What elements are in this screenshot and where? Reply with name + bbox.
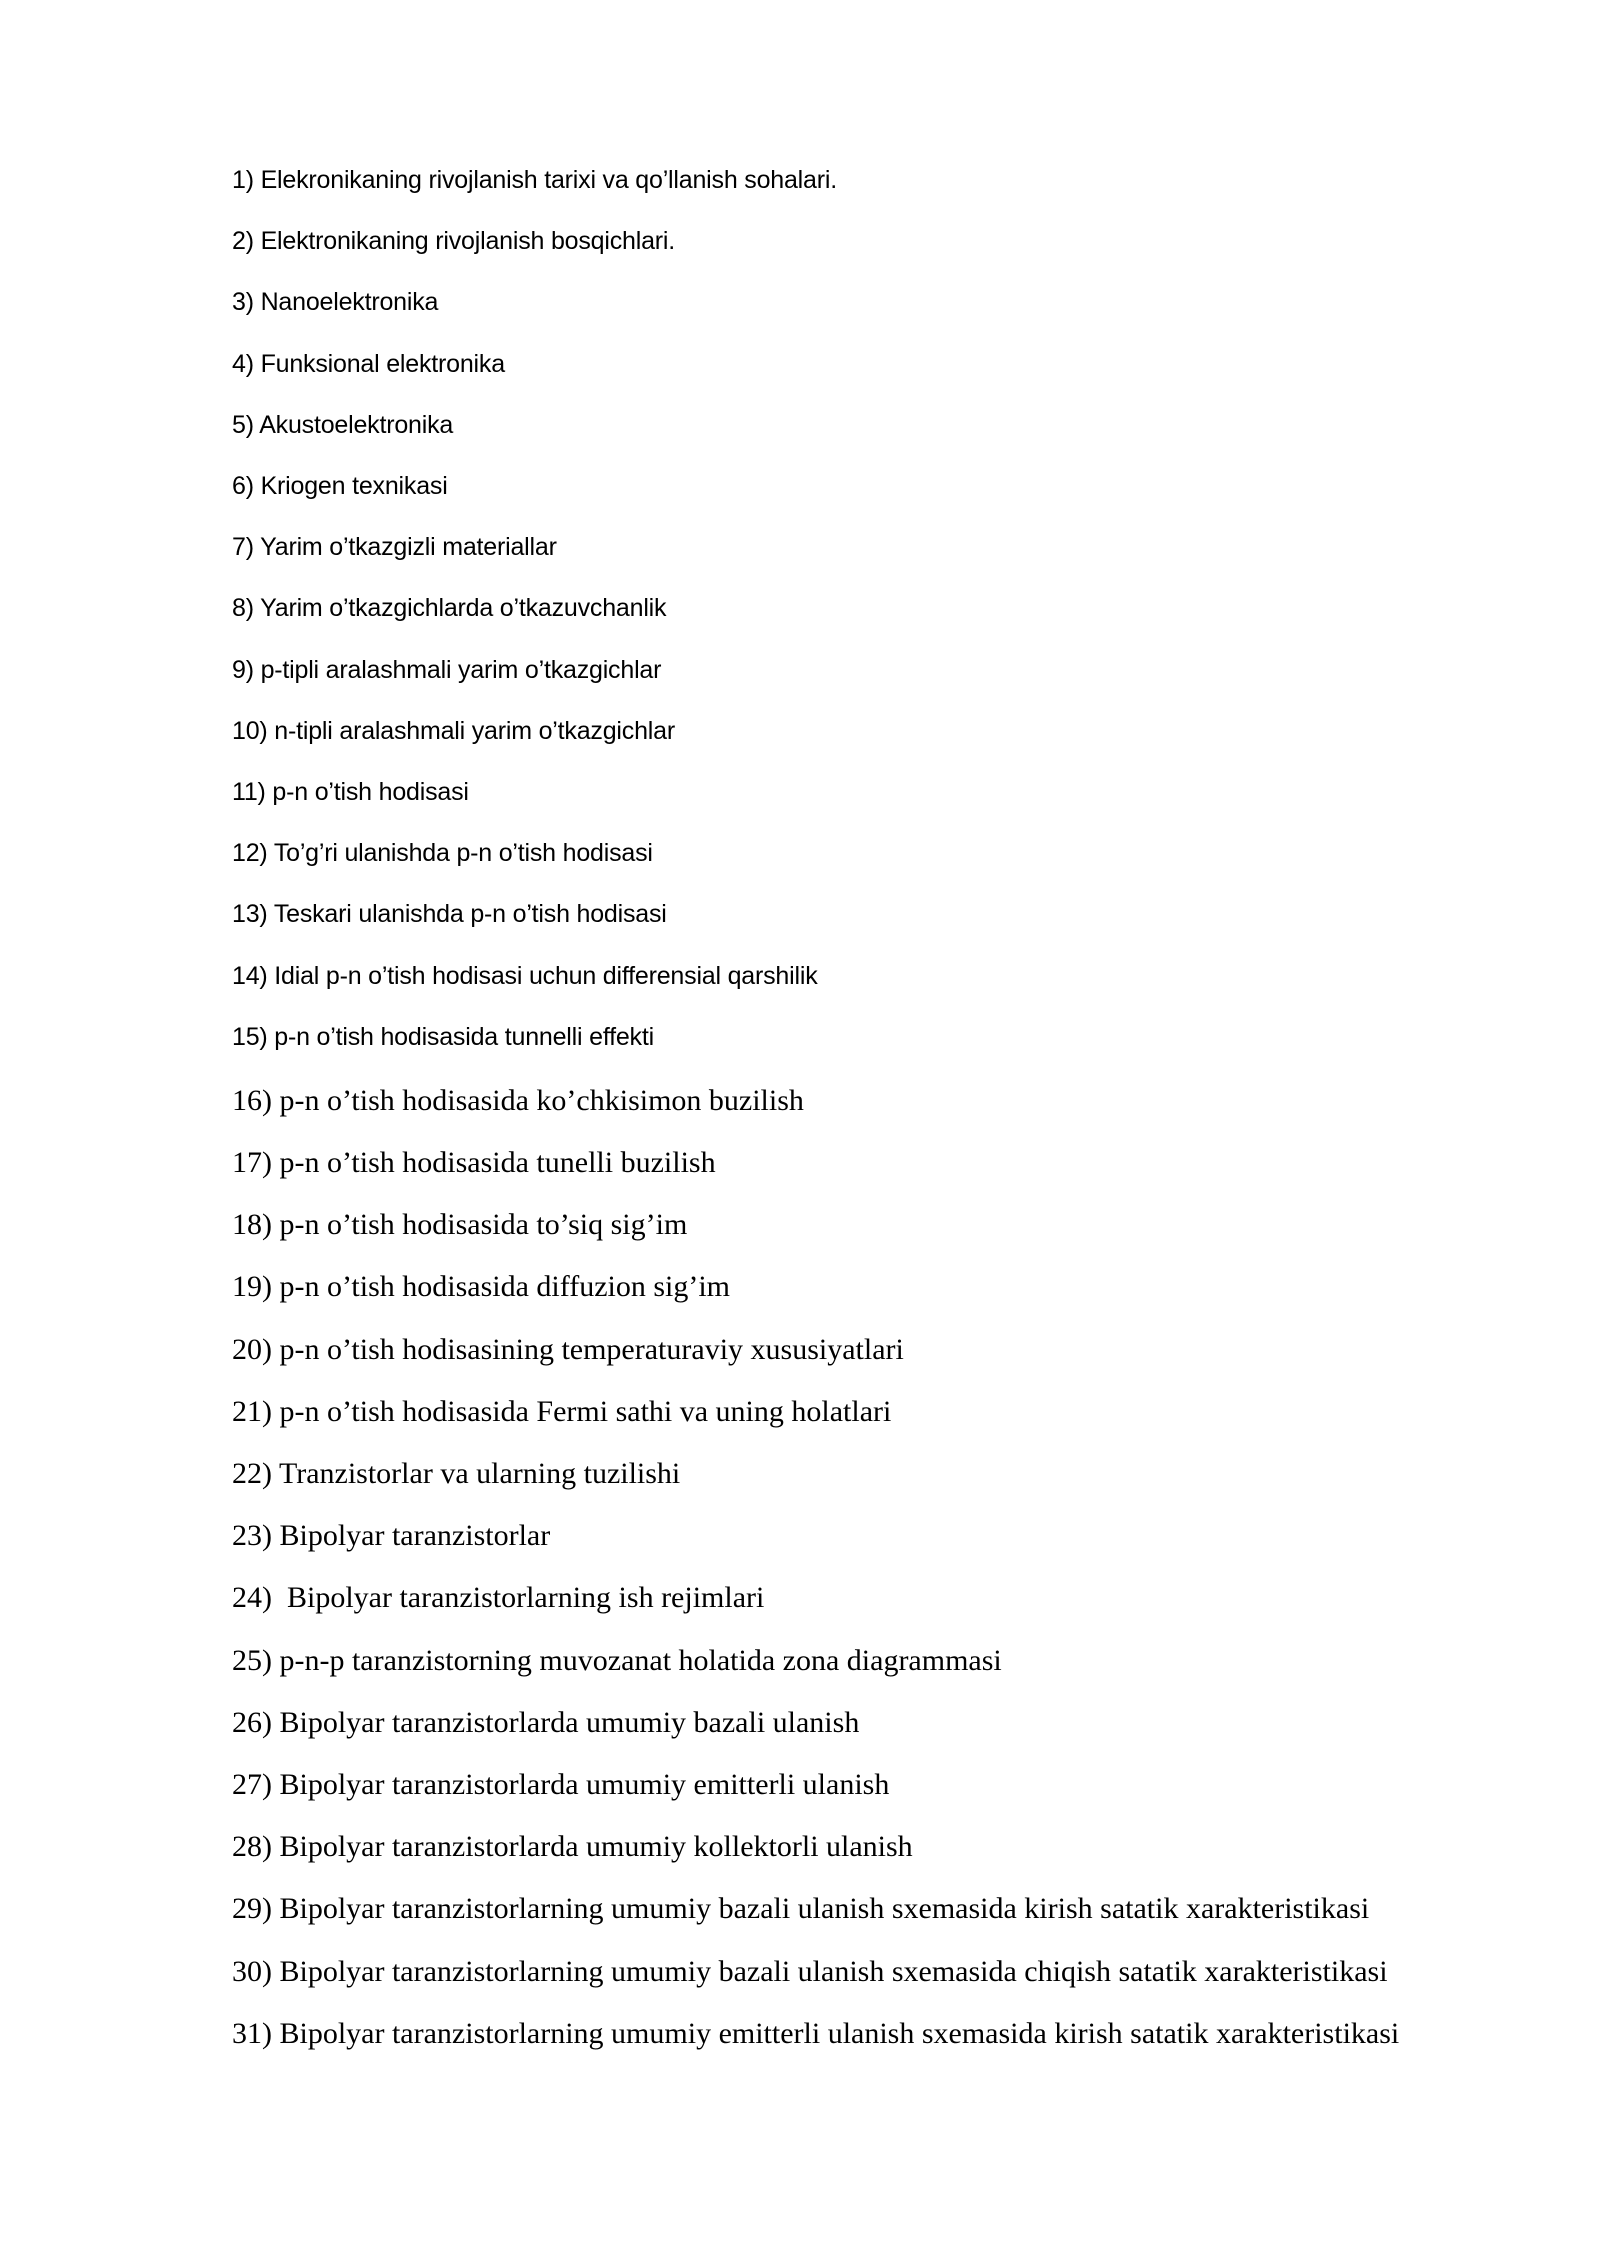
list-item: 17) p-n o’tish hodisasida tunelli buzilish	[232, 1146, 716, 1180]
list-item: 15) p-n o’tish hodisasida tunnelli effekti	[232, 1022, 654, 1051]
list-item: 25) p-n-p taranzistorning muvozanat holatida zona diagrammasi	[232, 1643, 1002, 1677]
list-item: 23) Bipolyar taranzistorlar	[232, 1519, 551, 1553]
list-item: 12) To’g’ri ulanishda p-n o’tish hodisasi	[232, 839, 653, 868]
list-item: 3) Nanoelektronika	[232, 288, 439, 317]
list-item: 19) p-n o’tish hodisasida diffuzion sig’im	[232, 1270, 731, 1304]
list-item: 10) n-tipli aralashmali yarim o’tkazgichlar	[232, 716, 675, 745]
list-item: 2) Elektronikaning rivojlanish bosqichlari.	[232, 227, 676, 256]
list-item: 8) Yarim o’tkazgichlarda o’tkazuvchanlik	[232, 594, 667, 623]
list-item: 29) Bipolyar taranzistorlarning umumiy bazali ulanish sxemasida kirish satatik xarakteristikasi	[232, 1892, 1370, 1926]
list-item: 9) p-tipli aralashmali yarim o’tkazgichlar	[232, 655, 662, 684]
list-item: 7) Yarim o’tkazgizli materiallar	[232, 533, 557, 562]
topic-list	[232, 150, 1532, 2065]
list-item: 14) Idial p-n o’tish hodisasi uchun differensial qarshilik	[232, 961, 818, 990]
list-item: 22) Tranzistorlar va ularning tuzilishi	[232, 1457, 681, 1491]
list-item: 16) p-n o’tish hodisasida ko’chkisimon buzilish	[232, 1083, 804, 1117]
list-item: 28) Bipolyar taranzistorlarda umumiy kollektorli ulanish	[232, 1830, 913, 1864]
list-item: 20) p-n o’tish hodisasining temperaturaviy xususiyatlari	[232, 1332, 904, 1366]
list-item: 31) Bipolyar taranzistorlarning umumiy emitterli ulanish sxemasida kirish satatik xarakteristikasi	[232, 2016, 1400, 2050]
list-item: 4) Funksional elektronika	[232, 349, 505, 378]
list-item: 5) Akustoelektronika	[232, 410, 454, 439]
list-item: 27) Bipolyar taranzistorlarda umumiy emitterli ulanish	[232, 1767, 890, 1801]
list-item: 30) Bipolyar taranzistorlarning umumiy bazali ulanish sxemasida chiqish satatik xarakteristikasi	[232, 1954, 1388, 1988]
list-item: 26) Bipolyar taranzistorlarda umumiy bazali ulanish	[232, 1705, 860, 1739]
list-item: 24) Bipolyar taranzistorlarning ish rejimlari	[232, 1581, 765, 1615]
list-item: 1) Elekronikaning rivojlanish tarixi va qo’llanish sohalari.	[232, 166, 837, 195]
list-item: 18) p-n o’tish hodisasida to’siq sig’im	[232, 1208, 688, 1242]
list-item: 13) Teskari ulanishda p-n o’tish hodisasi	[232, 900, 667, 929]
list-item: 21) p-n o’tish hodisasida Fermi sathi va uning holatlari	[232, 1394, 892, 1428]
list-item: 6) Kriogen texnikasi	[232, 472, 448, 501]
list-item: 11) p-n o’tish hodisasi	[232, 777, 469, 806]
